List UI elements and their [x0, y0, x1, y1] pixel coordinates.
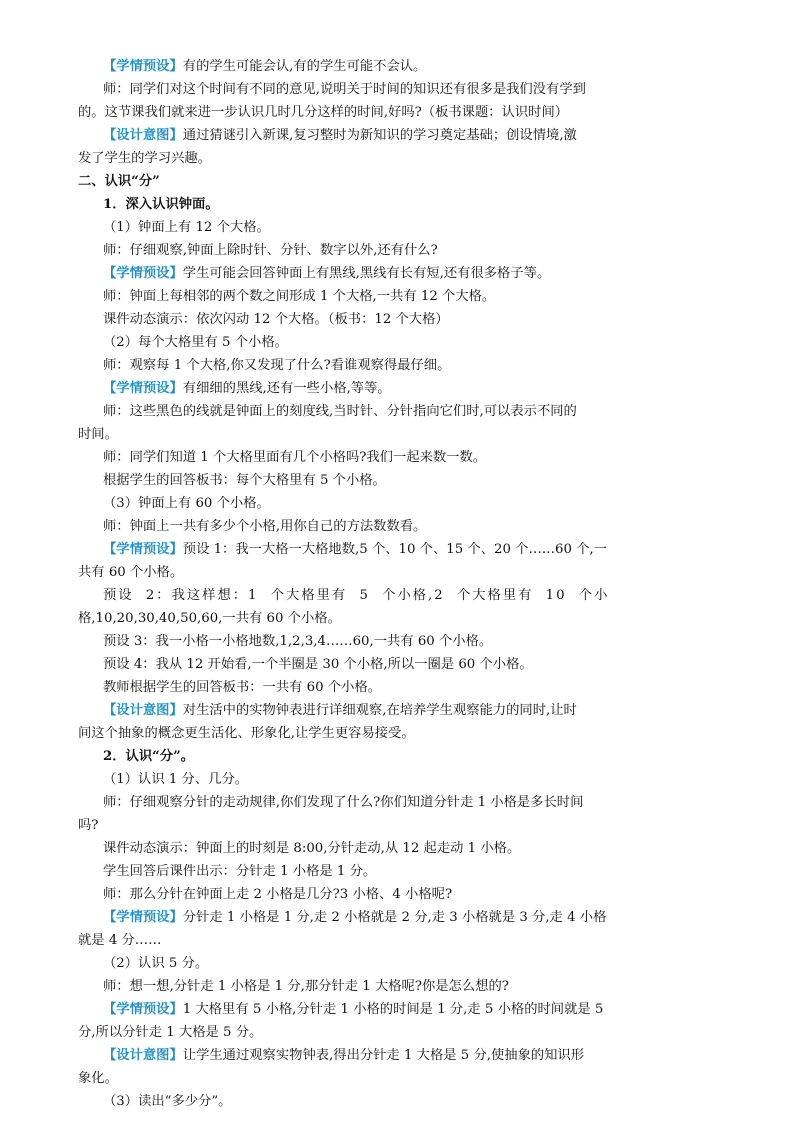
- tag-label: 【学情预设】: [103, 266, 183, 281]
- paragraph-line: 的。这节课我们就来进一步认识几时几分这样的时间,好吗?（板书课题：认识时间）: [78, 105, 569, 120]
- tag-label: 【设计意图】: [103, 1048, 183, 1063]
- paragraph-line: （2）每个大格里有 5 个小格。: [103, 335, 288, 350]
- paragraph-line: 师：那么分针在钟面上走 2 小格是几分?3 小格、4 小格呢?: [103, 887, 453, 902]
- paragraph-line: 时间。: [78, 427, 118, 442]
- subsection-heading: 2．认识“分”。: [103, 749, 195, 764]
- paragraph-line: 师：钟面上每相邻的两个数之间形成 1 个大格,一共有 12 个大格。: [103, 289, 496, 304]
- paragraph-line: 【学情预设】预设 1：我一大格一大格地数,5 个、10 个、15 个、20 个……60 个,一: [103, 542, 608, 557]
- paragraph-line: 师：钟面上一共有多少个小格,用你自己的方法数数看。: [103, 519, 427, 534]
- paragraph-line: 师：观察每 1 个大格,你又发现了什么?看谁观察得最仔细。: [103, 358, 451, 373]
- paragraph-line: 发了学生的学习兴趣。: [78, 151, 211, 166]
- paragraph-line: 师：这些黑色的线就是钟面上的刻度线,当时针、分针指向它们时,可以表示不同的: [103, 404, 577, 419]
- paragraph-line: 【学情预设】有的学生可能会认,有的学生可能不会认。: [103, 59, 427, 74]
- paragraph-line: 【设计意图】通过猜谜引入新课,复习整时为新知识的学习奠定基础；创设情境,激: [103, 128, 577, 143]
- tag-label: 【设计意图】: [103, 128, 183, 143]
- section-heading: 二、认识“分”: [78, 174, 160, 189]
- paragraph-line: 教师根据学生的回答板书：一共有 60 个小格。: [103, 680, 382, 695]
- paragraph-line: （1）认识 1 分、几分。: [103, 772, 249, 787]
- paragraph-line: 象化。: [78, 1071, 118, 1086]
- paragraph-line: 预设 4：我从 12 开始看,一个半圈是 30 个小格,所以一圈是 60 个小格。: [103, 657, 533, 672]
- paragraph-line: 师：想一想,分针走 1 小格是 1 分,那分针走 1 大格呢?你是怎么想的?: [103, 979, 509, 994]
- tag-label: 【学情预设】: [103, 542, 183, 557]
- paragraph-line: 学生回答后课件出示：分针走 1 小格是 1 分。: [103, 864, 377, 879]
- paragraph-line: 课件动态演示：依次闪动 12 个大格。（板书：12 个大格）: [103, 312, 449, 327]
- tag-label: 【学情预设】: [103, 381, 183, 396]
- paragraph-line: 根据学生的回答板书：每个大格里有 5 个小格。: [103, 473, 386, 488]
- paragraph-line: 预设 3：我一小格一小格地数,1,2,3,4……60,一共有 60 个小格。: [103, 634, 493, 649]
- paragraph-line: 就是 4 分……: [78, 933, 162, 948]
- paragraph-line: 师：同学们对这个时间有不同的意见,说明关于时间的知识还有很多是我们没有学到: [103, 82, 586, 97]
- tag-label: 【学情预设】: [103, 59, 183, 74]
- subsection-heading: 1．深入认识钟面。: [103, 197, 219, 212]
- paragraph-line: 【设计意图】对生活中的实物钟表进行详细观察,在培养学生观察能力的同时,让时: [103, 703, 577, 718]
- paragraph-line: 师：同学们知道 1 个大格里面有几个小格吗?我们一起来数一数。: [103, 450, 487, 465]
- paragraph-line: 师：仔细观察分针的走动规律,你们发现了什么?你们知道分针走 1 小格是多长时间: [103, 795, 584, 810]
- paragraph-line: （3）钟面上有 60 个小格。: [103, 496, 270, 511]
- paragraph-line: 【学情预设】学生可能会回答钟面上有黑线,黑线有长有短,还有很多格子等。: [103, 266, 551, 281]
- paragraph-line: 吗?: [78, 818, 99, 833]
- paragraph-line: 格,10,20,30,40,50,60,一共有 60 个小格。: [78, 611, 341, 626]
- tag-label: 【学情预设】: [103, 910, 183, 925]
- paragraph-line: 预设 2：我这样想：1 个大格里有 5 个小格,2 个大格里有 10 个小: [103, 588, 610, 603]
- paragraph-line: 课件动态演示：钟面上的时刻是 8:00,分针走动,从 12 起走动 1 小格。: [103, 841, 521, 856]
- paragraph-line: 【学情预设】1 大格里有 5 小格,分针走 1 小格的时间是 1 分,走 5 小格的时间就是 5: [103, 1002, 604, 1017]
- paragraph-line: （3）读出“多少分”。: [103, 1094, 232, 1109]
- paragraph-line: 【学情预设】有细细的黑线,还有一些小格,等等。: [103, 381, 391, 396]
- paragraph-line: 共有 60 个小格。: [78, 565, 184, 580]
- paragraph-line: （2）认识 5 分。: [103, 956, 209, 971]
- paragraph-line: 分,所以分针走 1 大格是 5 分。: [78, 1025, 263, 1040]
- paragraph-line: （1）钟面上有 12 个大格。: [103, 220, 270, 235]
- paragraph-line: 师：仔细观察,钟面上除时针、分针、数字以外,还有什么?: [103, 243, 438, 258]
- tag-label: 【设计意图】: [103, 703, 183, 718]
- paragraph-line: 【设计意图】让学生通过观察实物钟表,得出分针走 1 大格是 5 分,使抽象的知识形: [103, 1048, 585, 1063]
- paragraph-line: 间这个抽象的概念更生活化、形象化,让学生更容易接受。: [78, 726, 415, 741]
- paragraph-line: 【学情预设】分针走 1 小格是 1 分,走 2 小格就是 2 分,走 3 小格就是 3 分,走 4 小格: [103, 910, 607, 925]
- tag-label: 【学情预设】: [103, 1002, 183, 1017]
